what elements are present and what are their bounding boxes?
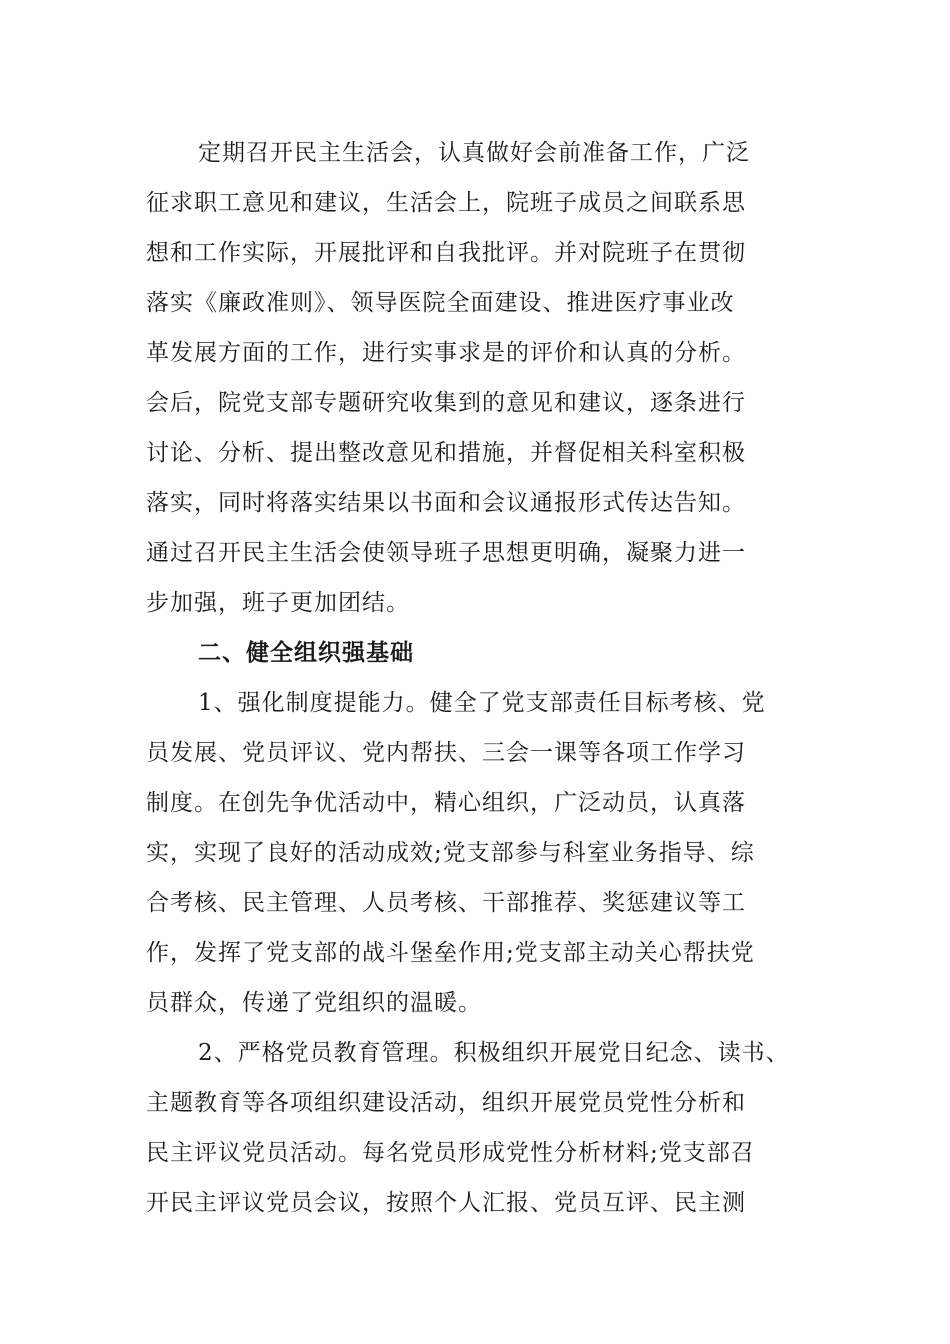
paragraph-democratic-life-meeting [146, 128, 796, 628]
section-heading: 二、健全组织强基础 [198, 640, 414, 666]
text-line: 步加强，班子更加团结。 [146, 590, 410, 616]
text-line: 作，发挥了党支部的战斗堡垒作用;党支部主动关心帮扶党 [146, 940, 755, 966]
text-line: 落实，同时将落实结果以书面和会议通报形式传达告知。 [146, 490, 746, 516]
text-line: 革发展方面的工作，进行实事求是的评价和认真的分析。 [146, 340, 746, 366]
text-line: 想和工作实际，开展批评和自我批评。并对院班子在贯彻 [146, 240, 746, 266]
text-line: 合考核、民主管理、人员考核、干部推荐、奖惩建议等工 [146, 890, 746, 916]
document-body [146, 128, 796, 1228]
text-line: 实，实现了良好的活动成效;党支部参与科室业务指导、综 [146, 840, 755, 866]
text-line: 员发展、党员评议、党内帮扶、三会一课等各项工作学习 [146, 740, 746, 766]
text-line: 2、严格党员教育管理。积极组织开展党日纪念、读书、 [198, 1040, 790, 1066]
text-line: 通过召开民主生活会使领导班子思想更明确，凝聚力进一 [146, 540, 746, 566]
text-line: 定期召开民主生活会，认真做好会前准备工作，广泛 [198, 140, 750, 166]
text-line: 开民主评议党员会议，按照个人汇报、党员互评、民主测 [146, 1190, 746, 1216]
text-line: 征求职工意见和建议，生活会上，院班子成员之间联系思 [146, 190, 746, 216]
text-line: 民主评议党员活动。每名党员形成党性分析材料;党支部召 [146, 1140, 755, 1166]
text-line: 讨论、分析、提出整改意见和措施，并督促相关科室积极 [146, 440, 746, 466]
text-line: 会后，院党支部专题研究收集到的意见和建议，逐条进行 [146, 390, 746, 416]
text-line: 落实《廉政准则》、领导医院全面建设、推进医疗事业改 [146, 290, 735, 316]
text-line: 员群众，传递了党组织的温暖。 [146, 990, 482, 1016]
paragraph-member-education [146, 1028, 796, 1228]
text-line: 1、强化制度提能力。健全了党支部责任目标考核、党 [198, 690, 766, 716]
text-line: 制度。在创先争优活动中，精心组织，广泛动员，认真落 [146, 790, 746, 816]
text-line: 主题教育等各项组织建设活动，组织开展党员党性分析和 [146, 1090, 746, 1116]
paragraph-strengthen-system [146, 678, 796, 1028]
